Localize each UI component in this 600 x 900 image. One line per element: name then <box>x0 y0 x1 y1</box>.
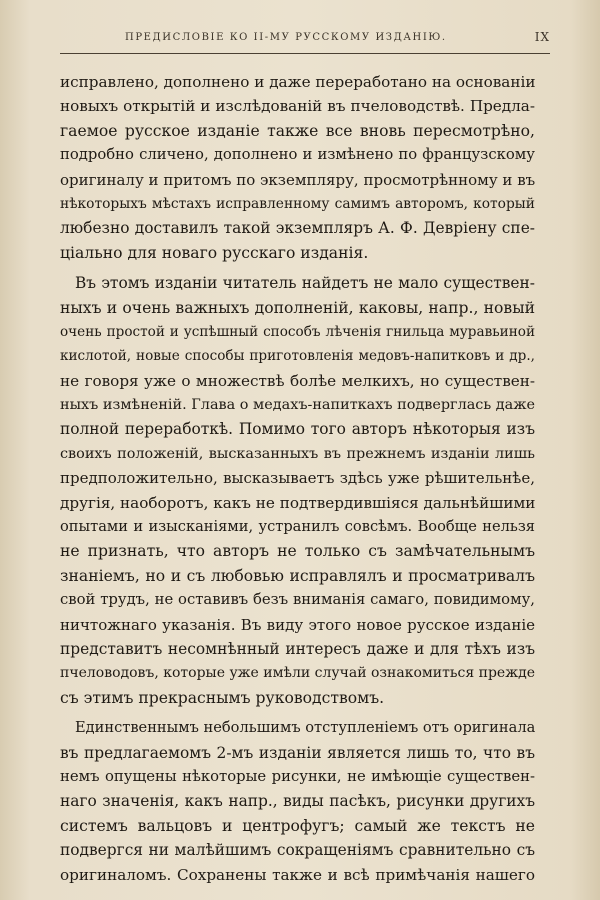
text-line: кислотой, новые способы приготовленія медовъ-напитковъ и др., <box>60 348 535 365</box>
text-line: знаніемъ, но и съ любовью исправлялъ и просматривалъ <box>60 566 535 585</box>
text-line: ныхъ и очень важныхъ дополненій, каковы, напр., новый <box>60 298 535 317</box>
text-line: свой трудъ, не оставивъ безъ вниманія самаго, повидимому, <box>60 591 535 609</box>
text-line: Въ этомъ изданіи читатель найдетъ не мало существен- <box>75 274 535 293</box>
text-line: не говоря уже о множествѣ болѣе мелкихъ, но существен- <box>60 371 535 390</box>
text-line: новыхъ открытій и изслѣдованій въ пчеловодствѣ. Предла- <box>60 97 535 116</box>
text-line: предположительно, высказываетъ здѣсь уже рѣшительнѣе, <box>60 469 535 488</box>
text-line: подробно сличено, дополнено и измѣнено по французскому <box>60 146 535 164</box>
text-line: наго значенія, какъ напр., виды пасѣкъ, рисунки другихъ <box>60 792 535 811</box>
text-line: нѣкоторыхъ мѣстахъ исправленному самимъ авторомъ, который <box>60 195 535 212</box>
text-line: опытами и изысканіями, устранилъ совсѣмъ. Вообще нельзя <box>60 518 535 536</box>
header-rule <box>60 53 550 54</box>
text-line: въ предлагаемомъ 2-мъ изданіи является лишь то, что въ <box>60 743 535 762</box>
text-line: любезно доставилъ такой экземпляръ А. Ф. Девріену спе- <box>60 219 535 238</box>
body-text <box>60 70 535 893</box>
text-line: очень простой и успѣшный способъ лѣченія гнильца муравьиной <box>60 323 535 340</box>
text-line: оригиналомъ. Сохранены также и всѣ примѣчанія нашего <box>60 865 535 884</box>
text-line: не признать, что авторъ не только съ замѣчательнымъ <box>60 542 535 561</box>
text-line: Единственнымъ небольшимъ отступленіемъ отъ оригинала <box>75 719 536 737</box>
text-line: системъ вальцовъ и центрофугъ; самый же текстъ не <box>60 816 535 835</box>
text-line: ныхъ измѣненій. Глава о медахъ-напиткахъ подверглась даже <box>60 397 535 414</box>
text-line: гаемое русское изданіе также все вновь пересмотрѣно, <box>60 121 535 140</box>
text-line: немъ опущены нѣкоторые рисунки, не имѣющіе существен- <box>60 767 535 785</box>
text-line: пчеловодовъ, которые уже имѣли случай ознакомиться прежде <box>60 665 535 682</box>
text-line: ничтожнаго указанія. Въ виду этого новое русское изданіе <box>60 615 535 634</box>
text-line: подвергся ни малѣйшимъ сокращеніямъ сравнительно съ <box>60 841 535 860</box>
text-line: исправлено, дополнено и даже переработано на основаніи <box>60 73 536 91</box>
paragraph-2 <box>60 271 535 710</box>
paragraph-1 <box>60 70 535 265</box>
text-line: ціально для новаго русскаго изданія. <box>60 243 369 262</box>
text-line: оригиналу и притомъ по экземпляру, просмотрѣнному и въ <box>60 170 536 189</box>
running-title: ПРЕДИСЛОВІЕ КО II-МУ РУССКОМУ ИЗДАНІЮ. <box>125 32 447 43</box>
paragraph-3 <box>60 716 535 887</box>
running-head <box>60 30 550 52</box>
text-line: своихъ положеній, высказанныхъ въ прежнемъ изданіи лишь <box>60 445 535 462</box>
page-number: IX <box>534 30 550 44</box>
text-line: представитъ несомнѣнный интересъ даже и для тѣхъ изъ <box>60 639 535 658</box>
text-line: съ этимъ прекраснымъ руководствомъ. <box>60 688 385 707</box>
text-line: другія, наоборотъ, какъ не подтвердившіяся дальнѣйшими <box>60 493 536 512</box>
text-line: полной переработкѣ. Помимо того авторъ нѣкоторыя изъ <box>60 420 535 439</box>
